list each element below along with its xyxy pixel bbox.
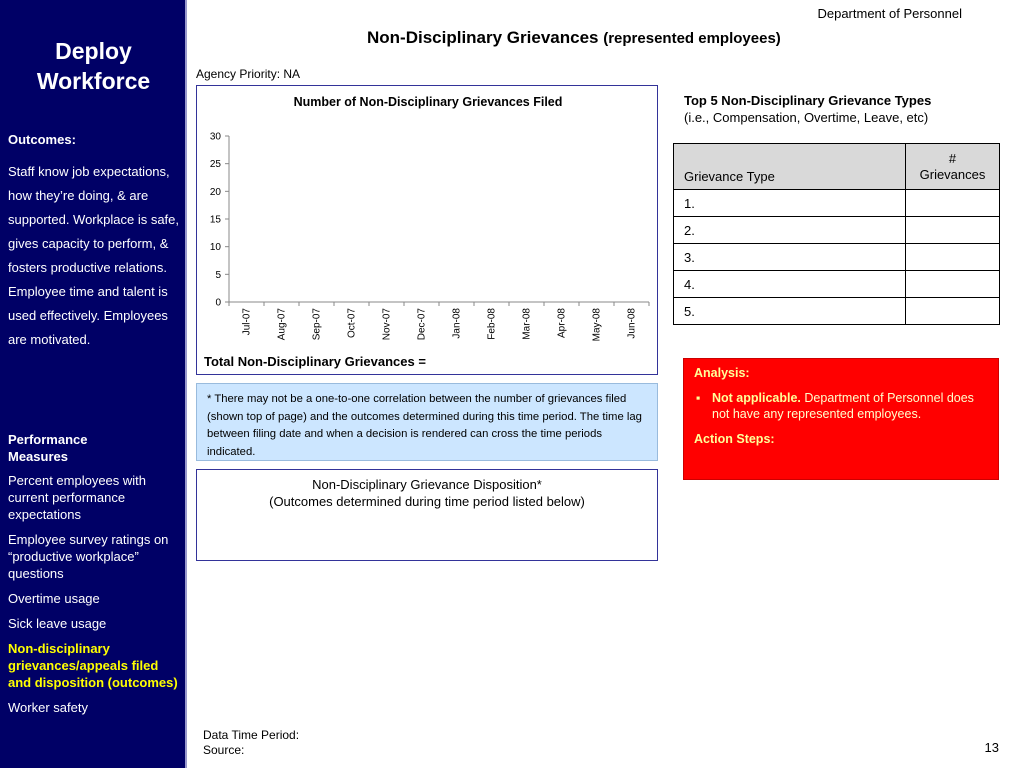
x-tick-label: Jan-08 (451, 308, 463, 339)
table-row (674, 298, 1000, 325)
y-tick-label: 0 (215, 297, 221, 309)
agency-priority: Agency Priority: NA (196, 67, 301, 81)
chart-total-label: Total Non-Disciplinary Grievances = (204, 354, 426, 369)
sidebar-title (0, 36, 187, 96)
row-label: 4. (674, 271, 906, 298)
correlation-note: * There may not be a one-to-one correlation between the number of grievances filed (shown top of page) and the outcomes determined during this time period. The time lag between filing date and when a decision is rendered can cross the time periods indicated. (196, 383, 658, 461)
sidebar (0, 0, 187, 768)
top5-title: Top 5 Non-Disciplinary Grievance Types (684, 93, 932, 108)
grievances-chart (196, 85, 658, 375)
disposition-subtitle: (Outcomes determined during time period listed below) (269, 494, 585, 509)
table-row (674, 190, 1000, 217)
measure-item: Worker safety (8, 700, 88, 715)
disposition-box (196, 469, 658, 561)
pm-heading-line2: Measures (8, 449, 68, 464)
performance-measures-heading (8, 431, 87, 465)
y-tick-label: 10 (209, 242, 221, 254)
top5-heading (684, 92, 931, 126)
sidebar-title-line2: Workforce (36, 68, 151, 94)
x-tick-label: Dec-07 (416, 308, 428, 341)
x-tick-label: Jul-07 (241, 308, 253, 336)
performance-measures-list (8, 472, 183, 724)
row-count (906, 298, 1000, 325)
page-title (367, 28, 781, 48)
x-tick-label: Aug-07 (276, 308, 288, 341)
top5-subtitle: (i.e., Compensation, Overtime, Leave, etc) (684, 110, 929, 125)
x-tick-label: Sep-07 (311, 308, 323, 341)
outcomes-text: Staff know job expectations, how they’re doing, & are supported. Workplace is safe, gives capacity to perform, & fosters productive relations. Employee time and talent is used effectively. Employees are motivated. (8, 164, 180, 347)
source-label: Source: (203, 743, 245, 757)
x-tick-label: Nov-07 (381, 308, 393, 341)
y-tick-label: 20 (209, 186, 221, 198)
chart-title: Number of Non-Disciplinary Grievances Filed (293, 95, 563, 109)
measure-item-active: Non-disciplinary grievances/appeals filed and disposition (outcomes) (8, 641, 178, 690)
x-tick-label: Mar-08 (521, 308, 533, 340)
table-row (674, 271, 1000, 298)
x-tick-label: May-08 (591, 308, 603, 342)
row-label: 3. (674, 244, 906, 271)
table-row (674, 217, 1000, 244)
bullet-icon: ▪ (696, 391, 701, 405)
row-count (906, 217, 1000, 244)
row-count (906, 271, 1000, 298)
y-tick-label: 30 (209, 131, 221, 143)
outcomes-heading: Outcomes: (8, 132, 76, 147)
page-title-main: Non-Disciplinary Grievances (367, 28, 599, 47)
analysis-text: Department of Personnel does not have any represented employees. (712, 391, 974, 421)
y-tick-label: 5 (215, 269, 221, 281)
x-tick-label: Oct-07 (346, 308, 358, 339)
row-label: 5. (674, 298, 906, 325)
analysis-bullet-row (694, 390, 988, 422)
row-count (906, 190, 1000, 217)
page-title-sub: (represented employees) (603, 30, 781, 47)
col-grievance-count (906, 144, 1000, 190)
col-count-line1: # (948, 150, 957, 166)
pm-heading-line1: Performance (8, 432, 88, 447)
row-label: 1. (674, 190, 906, 217)
x-tick-label: Jun-08 (626, 308, 638, 339)
disposition-title: Non-Disciplinary Grievance Disposition* (312, 477, 542, 492)
action-steps-heading: Action Steps: (694, 432, 775, 446)
department-label: Department of Personnel (817, 6, 962, 21)
measure-item: Percent employees with current performance expectations (8, 473, 147, 522)
page-number: 13 (984, 740, 999, 755)
measure-item: Overtime usage (8, 591, 100, 606)
top5-table (673, 143, 1000, 325)
row-count (906, 244, 1000, 271)
col-count-line2: Grievances (919, 166, 986, 182)
analysis-box (683, 358, 999, 480)
table-row (674, 244, 1000, 271)
analysis-heading: Analysis: (694, 366, 750, 380)
data-time-period: Data Time Period: (203, 728, 300, 742)
y-tick-label: 15 (209, 214, 221, 226)
x-tick-label: Feb-08 (486, 308, 498, 340)
row-label: 2. (674, 217, 906, 244)
x-tick-label: Apr-08 (556, 308, 568, 339)
sidebar-title-line1: Deploy (55, 38, 132, 64)
analysis-bold-text: Not applicable. (712, 391, 801, 405)
col-grievance-type: Grievance Type (674, 144, 906, 190)
footer (203, 728, 299, 758)
y-tick-label: 25 (209, 159, 221, 171)
measure-item: Sick leave usage (8, 616, 107, 631)
grievances-chart-svg (197, 86, 659, 376)
top5-header-row (674, 144, 1000, 190)
measure-item: Employee survey ratings on “productive workplace” questions (8, 532, 169, 581)
